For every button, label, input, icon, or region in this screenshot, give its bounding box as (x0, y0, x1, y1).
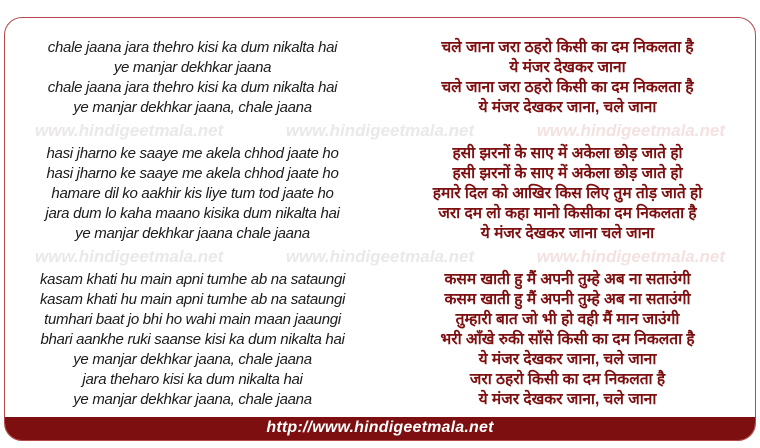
lyric-line-hi: जरा ठहरो किसी का दम निकलता है (469, 371, 666, 388)
lyric-line-en: ye manjar dekhkar jaana, chale jaana (73, 391, 312, 408)
lyric-line-en: ye manjar dekhkar jaana, chale jaana (73, 99, 312, 116)
stanza-1-hindi-column (380, 38, 755, 118)
stanza-3-english-column (5, 270, 380, 410)
stanza-3-hindi-column (380, 270, 755, 410)
lyric-line-en: hasi jharno ke saaye me akela chhod jaate ho (46, 145, 339, 162)
lyric-line-en: kasam khati hu main apni tumhe ab na sataungi (39, 291, 346, 308)
lyric-line-en: hasi jharno ke saaye me akela chhod jaate ho (46, 165, 339, 182)
lyric-line-hi: भरी आँखे रुकी साँसे किसी का दम निकलता है (440, 331, 695, 348)
lyric-line-hi: कसम खाती हु मैं अपनी तुम्हे अब ना सताउंगी (444, 291, 691, 308)
lyric-line-en: tumhari baat jo bhi ho wahi main maan jaaungi (44, 311, 341, 328)
lyric-line-hi: ये मंजर देखकर जाना, चले जाना (478, 351, 657, 368)
lyric-line-hi: कसम खाती हु मैं अपनी तुम्हे अब ना सताउंगी (444, 271, 691, 288)
lyric-line-hi: जरा दम लो कहा मानो किसीका दम निकलता है (438, 205, 697, 222)
lyric-line-en: hamare dil ko aakhir kis liye tum tod jaate ho (51, 185, 334, 202)
watermark-text: www.hindigeetmala.net (285, 121, 475, 140)
lyric-line-en: jara dum lo kaha maano kisika dum nikalta hai (45, 205, 340, 222)
lyric-line-hi: ये मंजर देखकर जाना (509, 59, 626, 76)
watermark-row (5, 121, 755, 141)
lyric-line-en: ye manjar dekhkar jaana (113, 59, 272, 76)
watermark-row (5, 247, 755, 267)
lyric-line-en: kasam khati hu main apni tumhe ab na sataungi (39, 271, 346, 288)
lyric-line-hi: चले जाना जरा ठहरो किसी का दम निकलता है (441, 39, 694, 56)
lyric-line-en: ye manjar dekhkar jaana chale jaana (75, 225, 310, 242)
watermark-text: www.hindigeetmala.net (536, 247, 725, 266)
lyric-line-en: chale jaana jara thehro kisi ka dum nikalta hai (47, 39, 338, 56)
lyric-line-en: chale jaana jara thehro kisi ka dum nikalta hai (47, 79, 338, 96)
lyric-line-en: jara theharo kisi ka dum nikalta hai (82, 371, 303, 388)
watermark-text: www.hindigeetmala.net (285, 247, 475, 266)
watermark-text: www.hindigeetmala.net (35, 247, 224, 266)
lyrics-content (5, 18, 755, 410)
watermark-text: www.hindigeetmala.net (536, 121, 725, 140)
watermark-text: www.hindigeetmala.net (35, 121, 224, 140)
lyric-line-hi: हसी झरनों के साए में अकेला छोड़ जाते हो (452, 145, 683, 162)
lyric-line-hi: ये मंजर देखकर जाना, चले जाना (478, 391, 657, 408)
lyric-line-hi: तुम्हारी बात जो भी हो वही मैं मान जाउंगी (455, 311, 680, 328)
footer-bar (5, 417, 755, 440)
stanza-2-english-column (5, 144, 380, 244)
lyrics-frame (4, 17, 756, 441)
stanza-2-hindi-column (380, 144, 755, 244)
stanza-1-english-column (5, 38, 380, 118)
stanza-1 (5, 38, 755, 118)
lyric-line-hi: चले जाना जरा ठहरो किसी का दम निकलता है (441, 79, 694, 96)
footer-url: http://www.hindigeetmala.net (266, 419, 494, 436)
lyric-line-en: ye manjar dekhkar jaana, chale jaana (73, 351, 312, 368)
lyric-line-hi: ये मंजर देखकर जाना, चले जाना (478, 99, 657, 116)
stanza-3 (5, 270, 755, 410)
stanza-2 (5, 144, 755, 244)
lyric-line-en: bhari aankhe ruki saanse kisi ka dum nikalta hai (40, 331, 345, 348)
lyric-line-hi: ये मंजर देखकर जाना चले जाना (480, 225, 655, 242)
lyric-line-hi: हसी झरनों के साए में अकेला छोड़ जाते हो (452, 165, 683, 182)
lyric-line-hi: हमारे दिल को आखिर किस लिए तुम तोड़ जाते हो (432, 185, 703, 202)
